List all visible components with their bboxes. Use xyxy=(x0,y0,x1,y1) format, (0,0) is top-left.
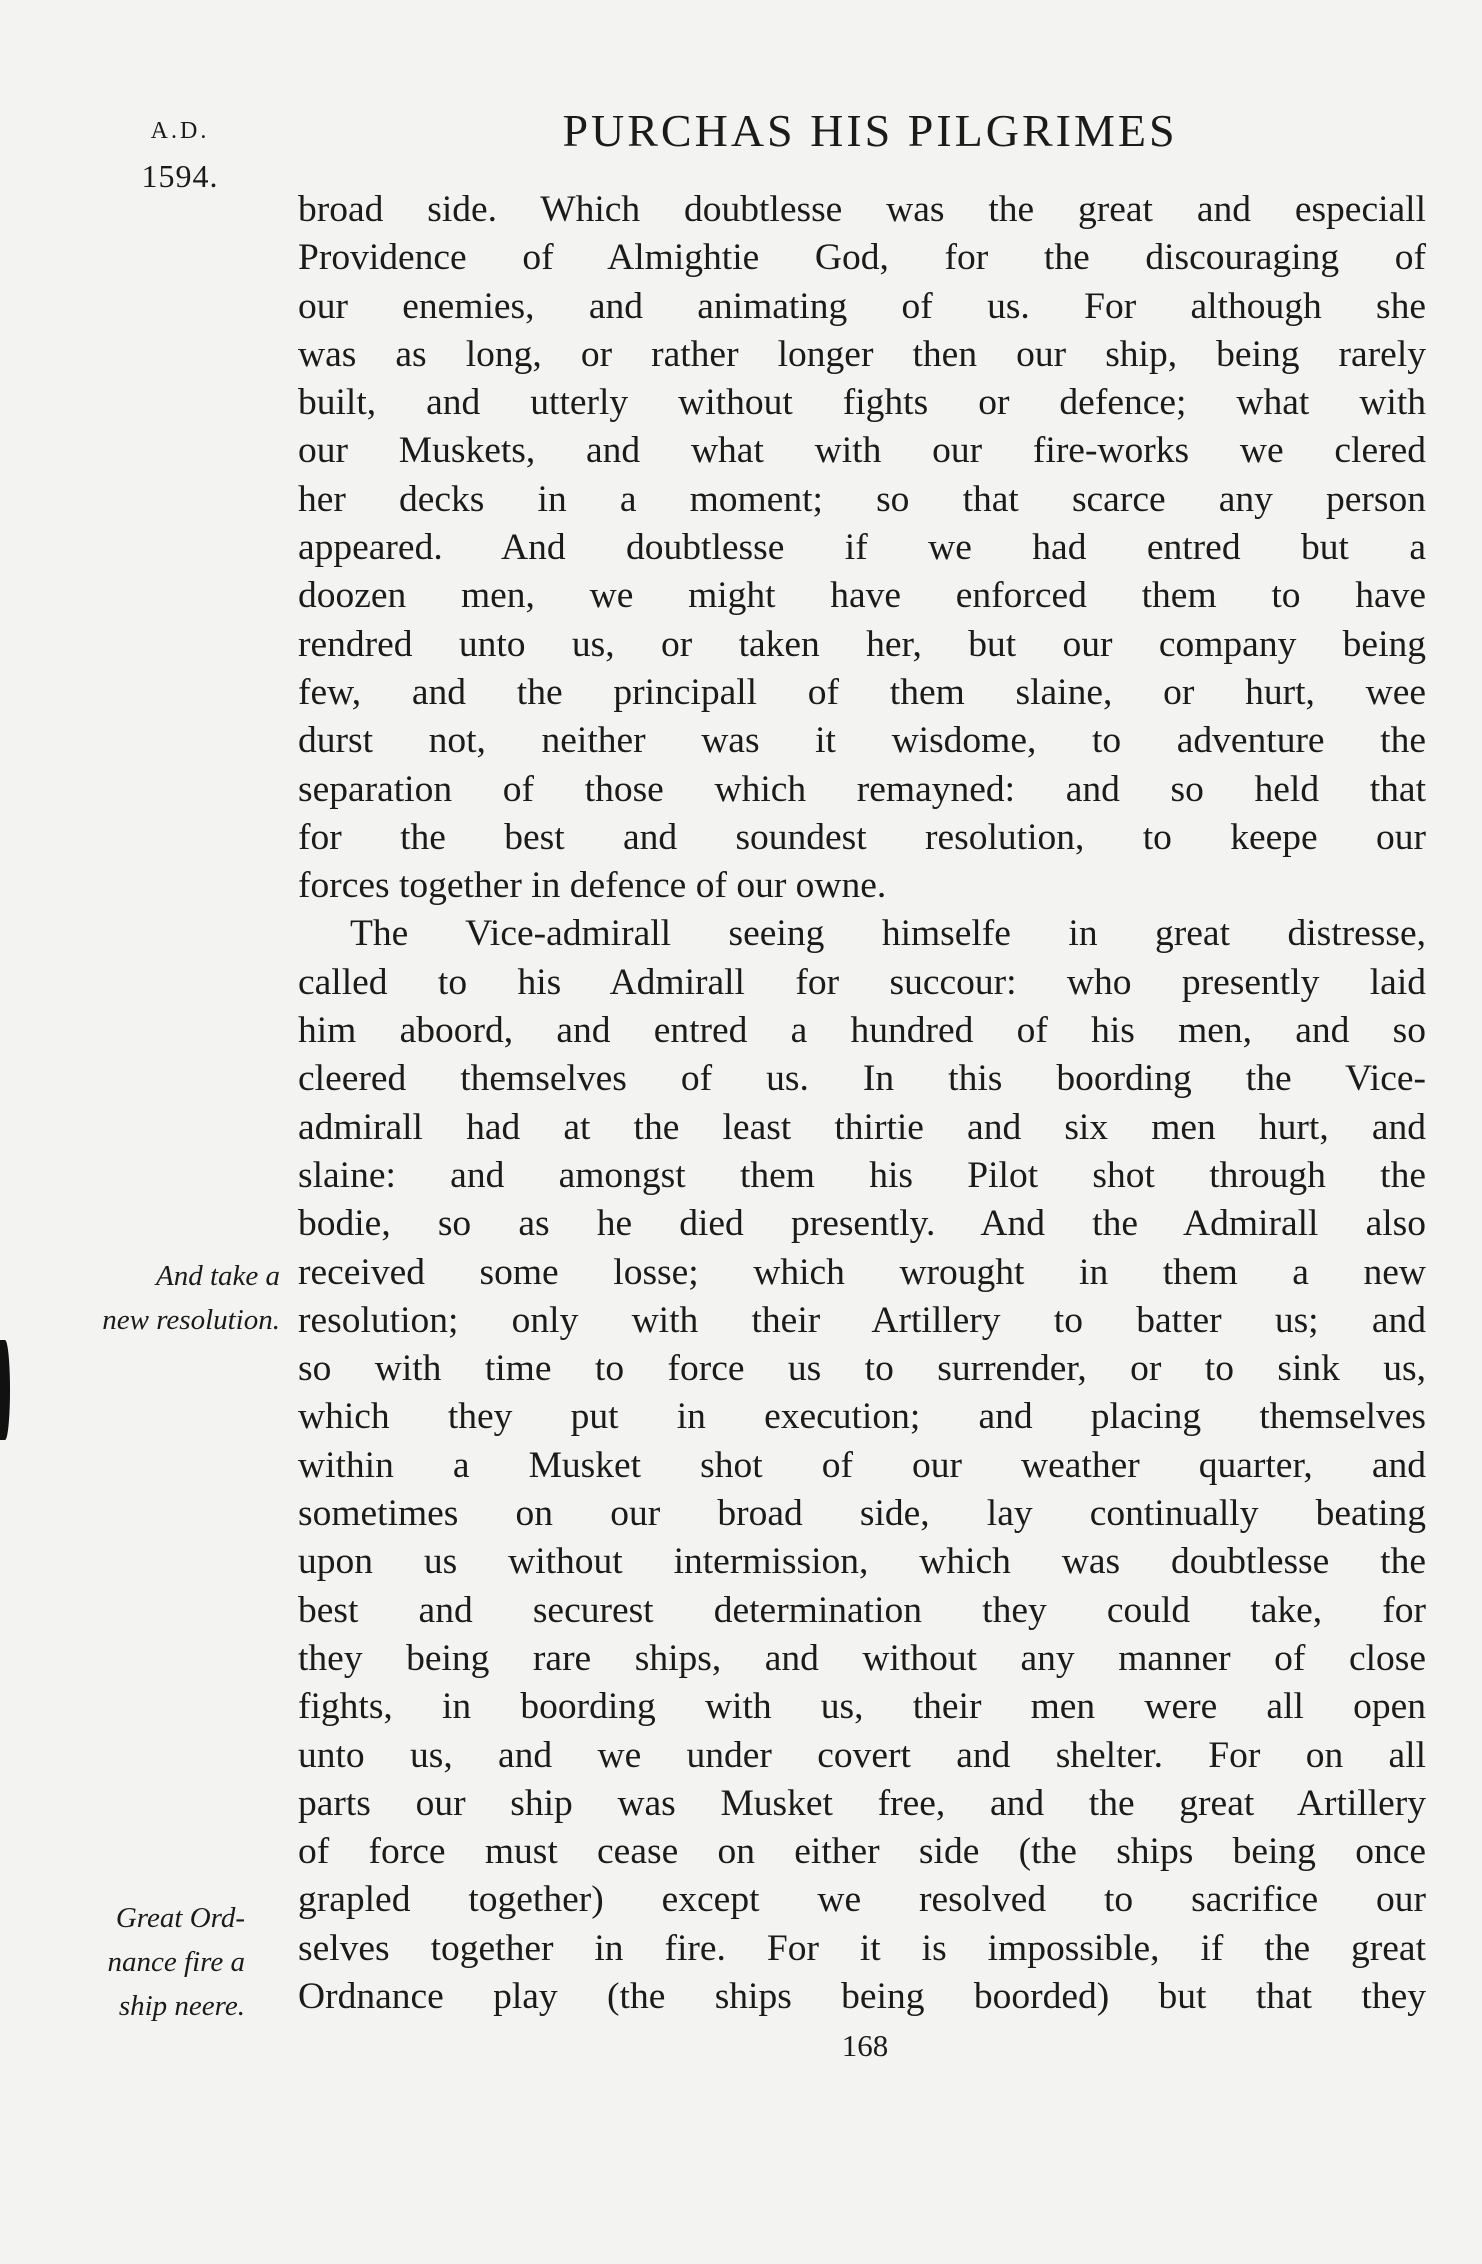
text-line: doozen men, we might have enforced them to have xyxy=(298,575,1426,617)
text-line: upon us without intermission, which was doubtlesse the xyxy=(298,1541,1426,1583)
text-line: our Muskets, and what with our fire-works we clered xyxy=(298,430,1426,472)
text-line: fights, in boording with us, their men were all open xyxy=(298,1686,1426,1728)
margin-year-label: 1594. xyxy=(141,158,219,194)
text-line: cleered themselves of us. In this boording the Vice- xyxy=(298,1058,1426,1100)
text-line: built, and utterly without fights or defence; what with xyxy=(298,382,1426,424)
sidenote-line: Great Ord- xyxy=(115,1902,245,1934)
running-title: PURCHAS HIS PILGRIMES xyxy=(562,105,1178,156)
text-line: sometimes on our broad side, lay continually beating xyxy=(298,1493,1426,1535)
page-edge-shadow xyxy=(0,1340,10,1440)
text-line: admirall had at the least thirtie and six men hurt, and xyxy=(298,1106,1426,1148)
text-line: Ordnance play (the ships being boorded) but that they xyxy=(298,1975,1426,2017)
text-line: him aboord, and entred a hundred of his men, and so xyxy=(298,1010,1426,1052)
text-line: selves together in fire. For it is impossible, if the great xyxy=(298,1927,1426,1969)
text-line: bodie, so as he died presently. And the Admirall also xyxy=(298,1203,1426,1245)
body-text xyxy=(298,186,1426,2021)
sidenote-line: ship neere. xyxy=(118,1990,245,2022)
text-line: unto us, and we under covert and shelter. For on all xyxy=(298,1734,1426,1776)
text-line: of force must cease on either side (the ships being once xyxy=(298,1831,1426,1873)
text-line: Providence of Almightie God, for the discouraging of xyxy=(298,237,1426,279)
sidenote-line: new resolution. xyxy=(102,1304,280,1336)
text-line: The Vice-admirall seeing himselfe in great distresse, xyxy=(350,913,1426,955)
text-line: our enemies, and animating of us. For although she xyxy=(298,285,1426,327)
text-line: called to his Admirall for succour: who presently laid xyxy=(298,961,1426,1003)
sidenote-great-ordnance xyxy=(60,1896,245,2028)
text-line: forces together in defence of our owne. xyxy=(298,865,887,907)
text-line: within a Musket shot of our weather quarter, and xyxy=(298,1444,1426,1486)
text-line: they being rare ships, and without any manner of close xyxy=(298,1637,1426,1679)
text-line: rendred unto us, or taken her, but our company being xyxy=(298,623,1426,665)
text-line: her decks in a moment; so that scarce any person xyxy=(298,478,1426,520)
text-line: durst not, neither was it wisdome, to adventure the xyxy=(298,720,1426,762)
text-line: best and securest determination they could take, for xyxy=(298,1589,1426,1631)
text-line: was as long, or rather longer then our ship, being rarely xyxy=(298,333,1426,375)
text-line: grapled together) except we resolved to sacrifice our xyxy=(298,1879,1426,1921)
margin-era-label: A.D. xyxy=(150,118,210,144)
text-line: so with time to force us to surrender, or to sink us, xyxy=(298,1348,1426,1390)
page-number: 168 xyxy=(841,2028,889,2063)
text-line: broad side. Which doubtlesse was the great and especiall xyxy=(298,189,1426,230)
text-line: received some losse; which wrought in them a new xyxy=(298,1251,1426,1293)
text-line: appeared. And doubtlesse if we had entred but a xyxy=(298,527,1426,569)
text-line: parts our ship was Musket free, and the great Artillery xyxy=(298,1782,1426,1824)
sidenote-new-resolution xyxy=(60,1254,280,1342)
text-line: few, and the principall of them slaine, or hurt, wee xyxy=(298,671,1426,713)
text-line: for the best and soundest resolution, to keepe our xyxy=(298,816,1426,858)
text-line: resolution; only with their Artillery to batter us; and xyxy=(298,1299,1426,1341)
text-line: which they put in execution; and placing themselves xyxy=(298,1396,1426,1438)
sidenote-line: nance fire a xyxy=(107,1946,245,1978)
text-line: slaine: and amongst them his Pilot shot through the xyxy=(298,1154,1426,1196)
sidenote-line: And take a xyxy=(155,1260,280,1292)
text-line: separation of those which remayned: and so held that xyxy=(298,768,1426,810)
